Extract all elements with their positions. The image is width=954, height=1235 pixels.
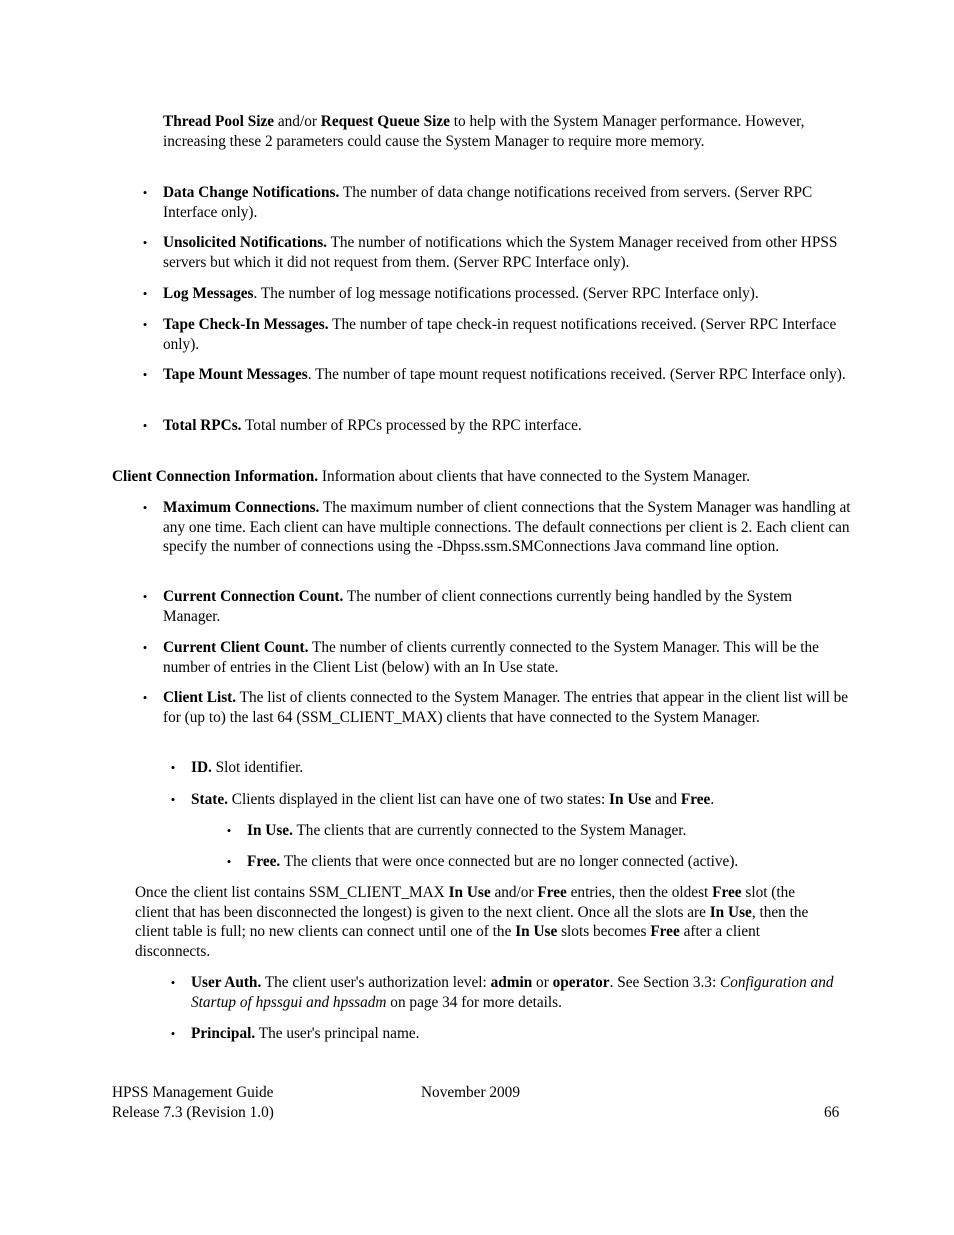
footer-date: November 2009 xyxy=(421,1084,520,1101)
list-item: Principal. The user's principal name. xyxy=(191,1025,420,1042)
bullet-marker: • xyxy=(142,317,148,332)
bullet-marker: • xyxy=(142,185,148,200)
list-item: Tape Check-In Messages. The number of tape check-in request notifications received. (Server RPC Interface only). xyxy=(163,316,837,353)
bullet-marker: • xyxy=(170,1026,176,1041)
list-item: Data Change Notifications. The number of data change notifications received from servers. (Server RPC Interface only). xyxy=(163,184,813,221)
page-number: 66 xyxy=(824,1104,840,1121)
bullet-marker: • xyxy=(142,640,148,655)
list-item: Current Client Count. The number of clients currently connected to the System Manager. This will be the number of entries in the Client List (below) with an In Use state. xyxy=(163,639,819,676)
list-item: Current Connection Count. The number of client connections currently being handled by the System Manager. xyxy=(163,588,793,625)
list-item: Total RPCs. Total number of RPCs processed by the RPC interface. xyxy=(163,417,582,434)
client-list-note: Once the client list contains SSM_CLIENT_MAX In Use and/or Free entries, then the oldest Free slot (the client that has been disconnected the longest) is given to the next client. Once all the slots are In Use, then the client table is full; no new clients can connect until one of the In Use slots becomes Free after a client disconnects. xyxy=(135,884,809,960)
list-item: Client List. The list of clients connected to the System Manager. The entries that appear in the client list will be for (up to) the last 64 (SSM_CLIENT_MAX) clients that have connected to the System Manager. xyxy=(163,689,849,726)
bullet-marker: • xyxy=(142,690,148,705)
list-item: Unsolicited Notifications. The number of notifications which the System Manager received from other HPSS servers but which it did not request from them. (Server RPC Interface only). xyxy=(163,234,838,271)
section-reference-link[interactable]: Configuration and Startup of hpssgui and hpssadm xyxy=(191,974,834,1011)
bullet-marker: • xyxy=(142,500,148,515)
intro-paragraph: Thread Pool Size and/or Request Queue Size to help with the System Manager performance. However, increasing these 2 parameters could cause the System Manager to require more memory. xyxy=(163,113,805,150)
list-item: In Use. The clients that are currently connected to the System Manager. xyxy=(247,822,687,839)
client-connection-heading: Client Connection Information. Information about clients that have connected to the System Manager. xyxy=(112,468,751,485)
bullet-marker: • xyxy=(142,418,148,433)
bullet-marker: • xyxy=(170,760,176,775)
list-item: State. Clients displayed in the client list can have one of two states: In Use and Free. xyxy=(191,791,715,808)
list-item: Free. The clients that were once connected but are no longer connected (active). xyxy=(247,853,739,870)
bullet-marker: • xyxy=(170,792,176,807)
bullet-marker: • xyxy=(142,286,148,301)
bullet-marker: • xyxy=(170,975,176,990)
bullet-marker: • xyxy=(226,854,232,869)
bullet-marker: • xyxy=(142,589,148,604)
bullet-marker: • xyxy=(142,235,148,250)
footer-release: Release 7.3 (Revision 1.0) xyxy=(112,1104,274,1121)
list-item: Maximum Connections. The maximum number of client connections that the System Manager was handling at any one time. Each client can have multiple connections. The default connections per client is 2. Each client can specify the number of connections using the -Dhpss.ssm.SMConnections Java command line option. xyxy=(163,499,851,556)
list-item: Log Messages. The number of log message notifications processed. (Server RPC Interface only). xyxy=(163,285,759,302)
list-item: ID. Slot identifier. xyxy=(191,759,304,776)
list-item: Tape Mount Messages. The number of tape mount request notifications received. (Server RPC Interface only). xyxy=(163,366,846,383)
bullet-marker: • xyxy=(226,823,232,838)
footer-guide-title: HPSS Management Guide xyxy=(112,1084,274,1101)
list-item: User Auth. The client user's authorization level: admin or operator. See Section 3.3: Configuration and Startup of hpssgui and hpssadm on page 34 for more details. xyxy=(191,974,834,1011)
bullet-marker: • xyxy=(142,367,148,382)
